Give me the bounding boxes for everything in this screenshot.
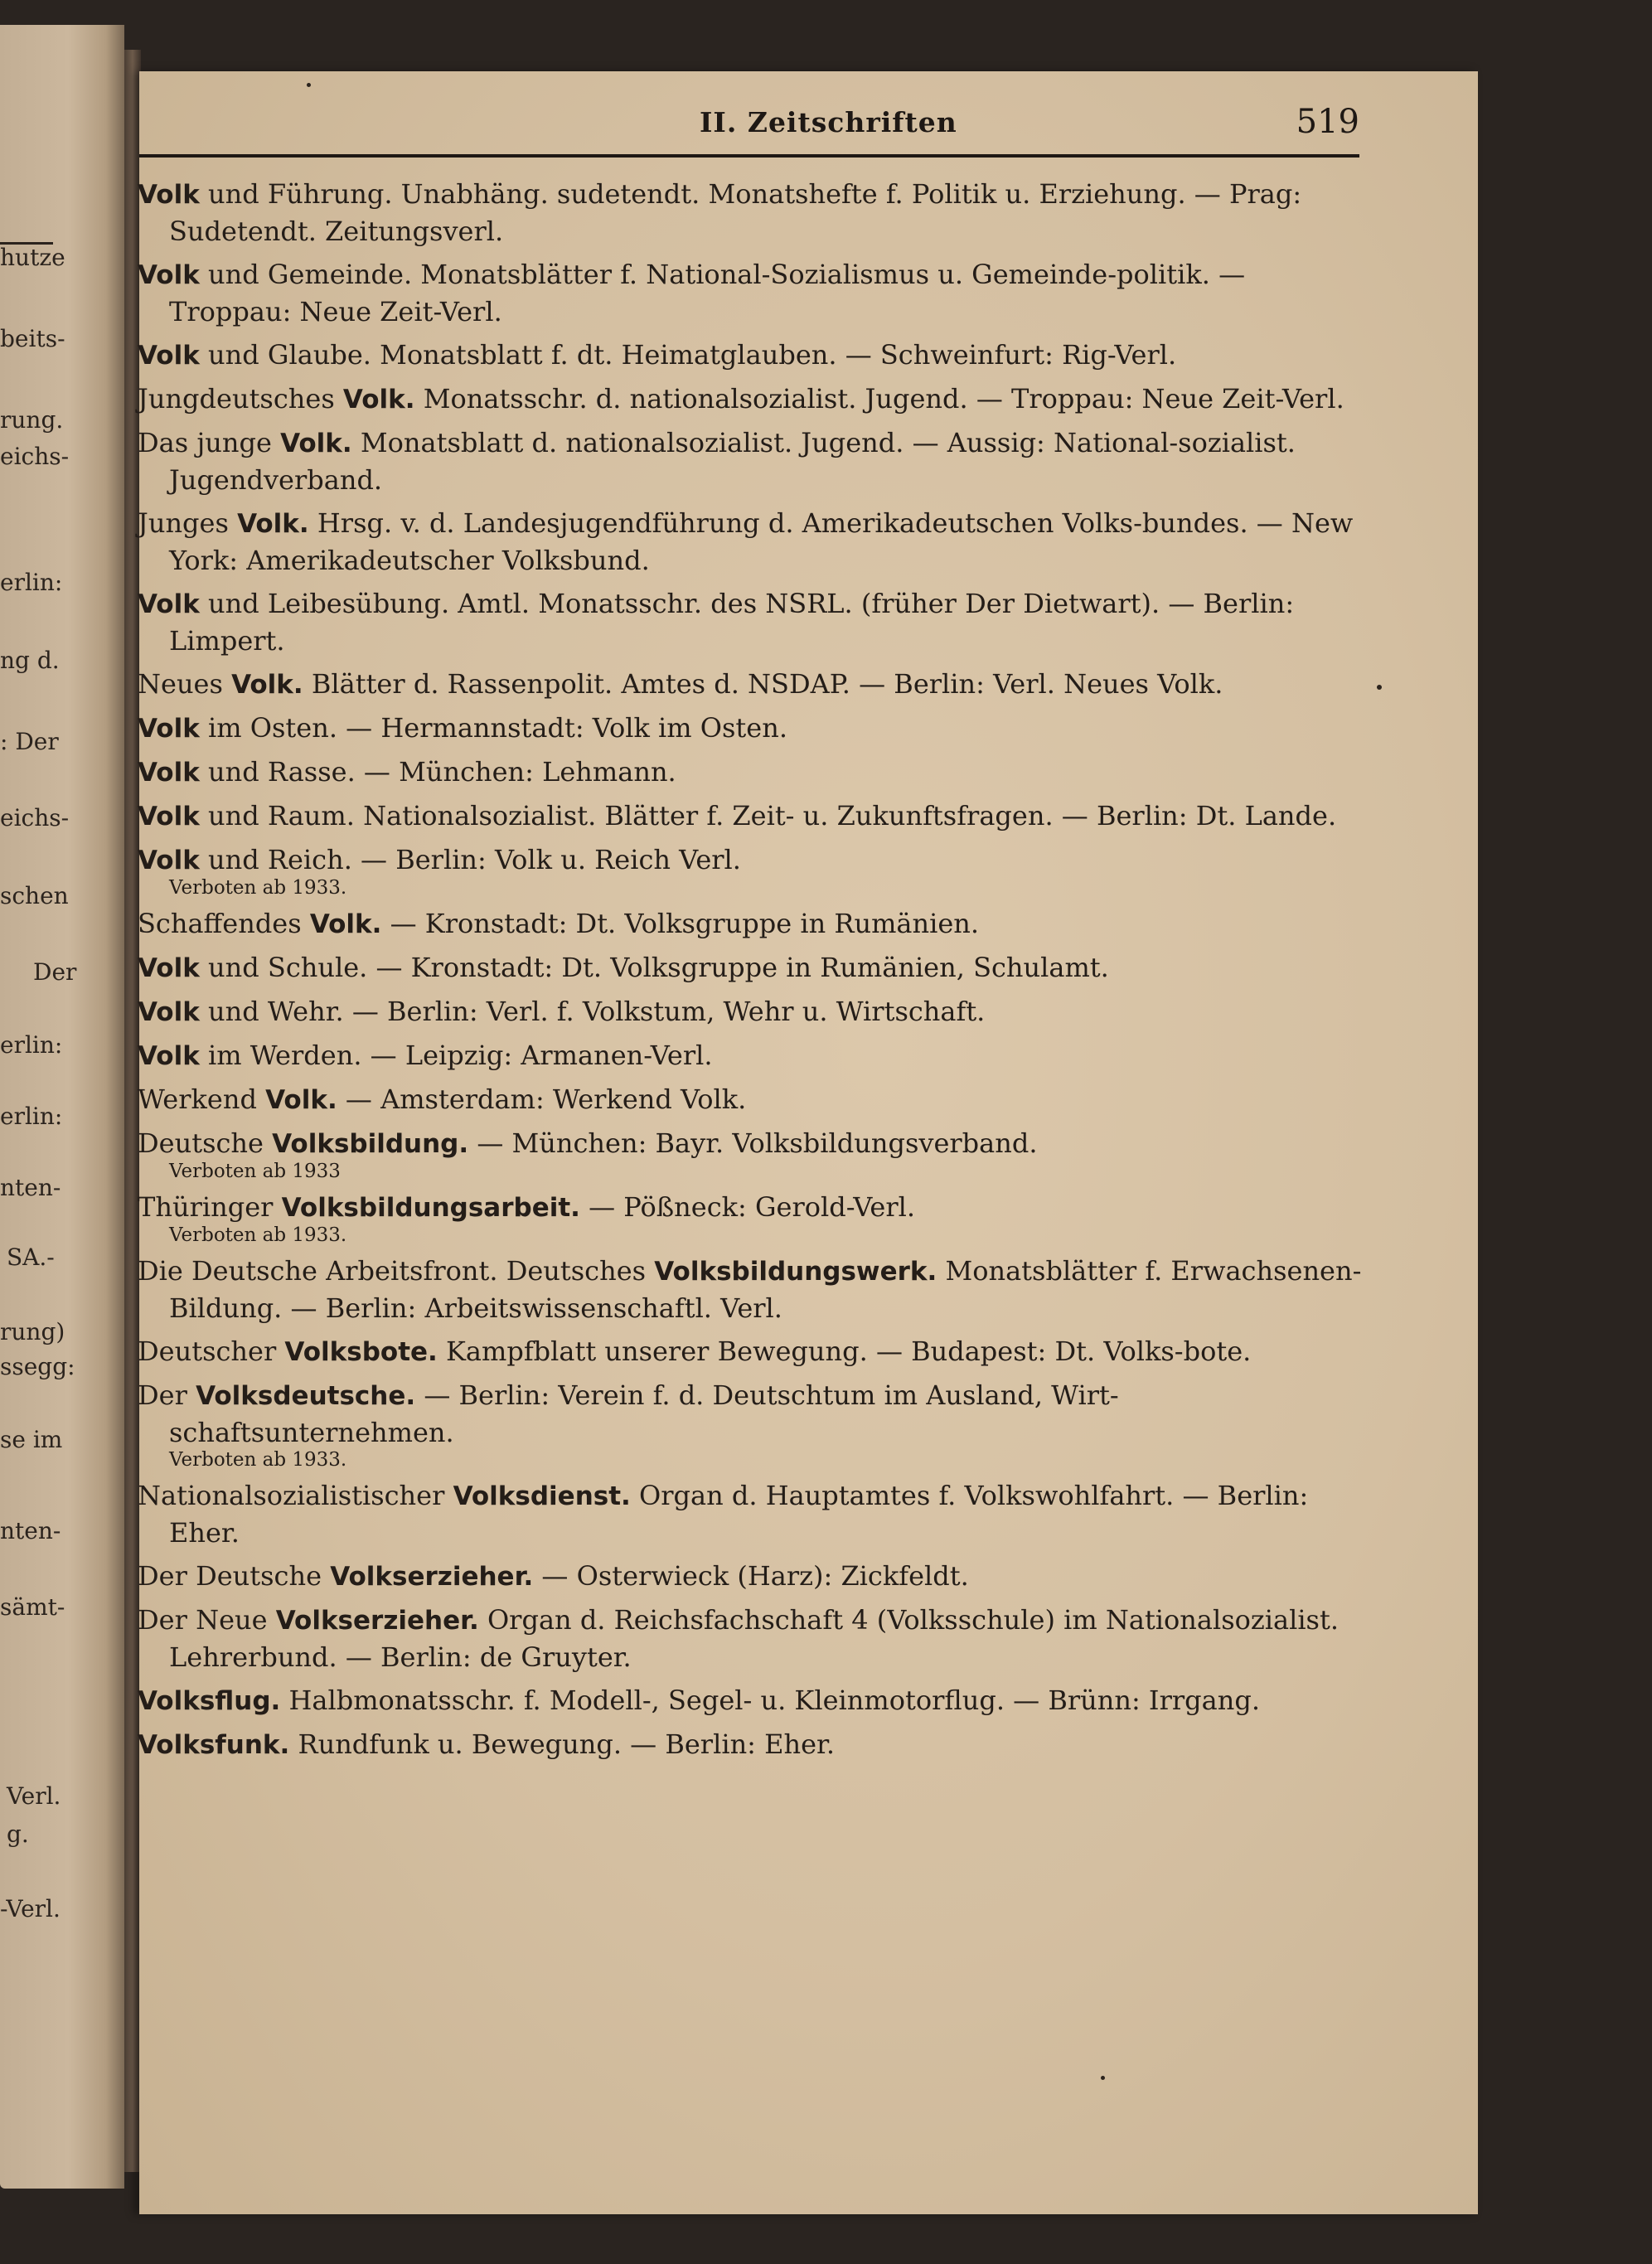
previous-page-fragment: Der <box>33 958 77 986</box>
entry-note: Verboten ab 1933. <box>169 1224 347 1246</box>
entry-keyword: Volk. <box>309 909 382 939</box>
entry-keyword: Volkserzieher. <box>330 1562 534 1592</box>
bibliography-entry <box>138 993 1364 1030</box>
entry-text: Organ d. Reichsfachschaft 4 (Volksschule) im Nationalsozialist. Lehrerbund. — Berlin: de Gruyter. <box>169 1604 1339 1673</box>
previous-page-fragment: schen <box>0 882 69 909</box>
entry-text: — Kronstadt: Dt. Volksgruppe in Rumänien. <box>381 908 980 939</box>
bibliography-entry <box>138 337 1364 374</box>
header-rule <box>139 154 1359 158</box>
entry-list <box>138 176 1364 1770</box>
entry-text: und Schule. — Kronstadt: Dt. Volksgruppe in Rumänien, Schulamt. <box>199 952 1109 983</box>
entry-prefix: Junges <box>138 507 238 539</box>
entry-keyword: Volk <box>138 589 200 619</box>
entry-prefix: Werkend <box>138 1084 266 1115</box>
bibliography-entry <box>138 1477 1364 1551</box>
entry-text: Kampfblatt unserer Bewegung. — Budapest: Dt. Volks-bote. <box>437 1336 1252 1367</box>
entry-text: — Osterwieck (Harz): Zickfeldt. <box>533 1560 969 1592</box>
bibliography-entry <box>138 176 1364 250</box>
entry-prefix: Der Neue <box>138 1604 276 1636</box>
previous-page-fragment: eichs- <box>0 443 70 470</box>
entry-keyword: Volksdienst. <box>453 1481 631 1511</box>
entry-prefix: Deutsche <box>138 1127 273 1159</box>
entry-text: und Leibesübung. Amtl. Monatsschr. des NSRL. (früher Der Dietwart). — Berlin: Limpert. <box>169 588 1295 657</box>
previous-page-fragment: nten- <box>0 1174 61 1201</box>
bibliography-entry <box>138 754 1364 791</box>
entry-text: im Osten. — Hermannstadt: Volk im Osten. <box>199 712 787 744</box>
previous-page-fragment: erlin: <box>0 1103 63 1130</box>
previous-page-fragment: Verl. <box>7 1782 61 1810</box>
entry-text: Monatsschr. d. nationalsozialist. Jugend. — Troppau: Neue Zeit-Verl. <box>414 383 1344 415</box>
entry-text: Rundfunk u. Bewegung. — Berlin: Eher. <box>289 1728 835 1760</box>
entry-text: Monatsblätter f. Erwachsenen-Bildung. — Berlin: Arbeitswissenschaftl. Verl. <box>169 1255 1362 1324</box>
entry-text: — Pößneck: Gerold-Verl. <box>579 1191 916 1223</box>
entry-prefix: Neues <box>138 668 232 700</box>
entry-keyword: Volk <box>138 260 200 290</box>
entry-text: im Werden. — Leipzig: Armanen-Verl. <box>199 1040 713 1071</box>
entry-text: Monatsblatt d. nationalsozialist. Jugend. — Aussig: National-sozialist. Jugendverband. <box>169 427 1296 496</box>
entry-keyword: Volk <box>138 1041 200 1071</box>
entry-keyword: Volksfunk. <box>138 1730 290 1760</box>
paper-speck <box>307 83 311 87</box>
entry-note: Verboten ab 1933. <box>169 877 347 899</box>
bibliography-entry <box>138 1189 1364 1226</box>
entry-keyword: Volksbote. <box>284 1337 438 1367</box>
bibliography-entry <box>138 905 1364 943</box>
bibliography-entry <box>138 381 1364 418</box>
entry-prefix: Nationalsozialistischer <box>138 1480 453 1511</box>
previous-page-fragment: erlin: <box>0 569 63 596</box>
previous-page-edge <box>0 25 124 2189</box>
bibliography-entry <box>138 797 1364 835</box>
bibliography-entry <box>138 505 1364 579</box>
previous-page-fragment: rung. <box>0 406 64 434</box>
entry-text: und Gemeinde. Monatsblätter f. National-Sozialismus u. Gemeinde-politik. — Troppau: Neue Zeit-Verl. <box>169 259 1246 327</box>
entry-keyword: Volk. <box>265 1085 337 1115</box>
entry-note: Verboten ab 1933. <box>169 1449 347 1471</box>
section-title: II. Zeitschriften <box>700 106 957 138</box>
previous-page-fragment: rung) <box>0 1318 65 1345</box>
entry-keyword: Volk <box>138 714 200 744</box>
page-number: 519 <box>1296 103 1359 141</box>
entry-keyword: Volk. <box>342 385 415 415</box>
entry-keyword: Volk. <box>280 429 352 458</box>
entry-prefix: Der Deutsche <box>138 1560 331 1592</box>
bibliography-entry <box>138 1377 1364 1451</box>
bibliography-entry <box>138 1037 1364 1074</box>
entry-note: Verboten ab 1933 <box>169 1161 341 1182</box>
bibliography-entry <box>138 585 1364 659</box>
entry-keyword: Volksbildungswerk. <box>654 1257 937 1287</box>
entry-prefix: Der <box>138 1379 196 1411</box>
entry-text: und Glaube. Monatsblatt f. dt. Heimatglauben. — Schweinfurt: Rig-Verl. <box>199 339 1177 371</box>
bibliography-entry <box>138 1253 1364 1326</box>
entry-text: — Amsterdam: Werkend Volk. <box>337 1084 747 1115</box>
bibliography-entry <box>138 1333 1364 1370</box>
entry-keyword: Volksdeutsche. <box>196 1381 416 1411</box>
previous-page-fragment: hutze <box>0 244 65 271</box>
entry-prefix: Deutscher <box>138 1336 285 1367</box>
previous-page-fragment: ng d. <box>0 647 60 674</box>
entry-prefix: Jungdeutsches <box>138 383 343 415</box>
paper-speck <box>1101 2076 1105 2080</box>
entry-keyword: Volk <box>138 341 200 371</box>
bibliography-entry <box>138 1125 1364 1162</box>
entry-text: Hrsg. v. d. Landesjugendführung d. Amerikadeutschen Volks-bundes. — New York: Amerikadeutscher Volksbund. <box>169 507 1354 576</box>
entry-prefix: Das junge <box>138 427 281 458</box>
entry-keyword: Volk <box>138 802 200 831</box>
entry-keyword: Volk. <box>231 670 303 700</box>
previous-page-fragment: eichs- <box>0 804 70 831</box>
entry-text: Organ d. Hauptamtes f. Volkswohlfahrt. — Berlin: Eher. <box>169 1480 1309 1549</box>
bibliography-entry <box>138 841 1364 879</box>
previous-page-fragment: : Der <box>0 728 59 755</box>
entry-text: und Raum. Nationalsozialist. Blätter f. Zeit- u. Zukunftsfragen. — Berlin: Dt. Lande. <box>199 800 1337 831</box>
entry-text: und Führung. Unabhäng. sudetendt. Monatshefte f. Politik u. Erziehung. — Prag: Sudetendt. Zeitungsverl. <box>169 178 1302 247</box>
entry-prefix: Schaffendes <box>138 908 310 939</box>
entry-text: und Wehr. — Berlin: Verl. f. Volkstum, Wehr u. Wirtschaft. <box>199 996 986 1027</box>
entry-keyword: Volk <box>138 997 200 1027</box>
bibliography-entry <box>138 710 1364 747</box>
entry-keyword: Volk <box>138 758 200 788</box>
previous-page-fragment: sämt- <box>0 1593 65 1621</box>
bibliography-entry <box>138 949 1364 987</box>
entry-text: und Rasse. — München: Lehmann. <box>199 756 676 788</box>
previous-page-fragment: SA.- <box>7 1244 55 1271</box>
bibliography-entry <box>138 1682 1364 1719</box>
entry-prefix: Thüringer <box>138 1191 282 1223</box>
previous-page-fragment: -Verl. <box>0 1895 61 1922</box>
bibliography-entry <box>138 1558 1364 1595</box>
entry-keyword: Volksbildung. <box>272 1129 469 1159</box>
previous-page-fragment: erlin: <box>0 1031 63 1059</box>
bibliography-entry <box>138 1081 1364 1118</box>
bibliography-entry <box>138 424 1364 498</box>
bibliography-entry <box>138 1726 1364 1763</box>
entry-text: — München: Bayr. Volksbildungsverband. <box>468 1127 1038 1159</box>
running-header <box>139 103 1359 148</box>
entry-text: — Berlin: Verein f. d. Deutschtum im Ausland, Wirt-schaftsunternehmen. <box>169 1379 1119 1448</box>
entry-keyword: Volkserzieher. <box>275 1606 479 1636</box>
bibliography-entry <box>138 256 1364 330</box>
paper-speck <box>1377 685 1382 690</box>
entry-keyword: Volk <box>138 180 200 210</box>
previous-page-fragment: g. <box>7 1820 29 1848</box>
previous-page-fragment: beits- <box>0 325 65 352</box>
entry-keyword: Volk. <box>237 509 309 539</box>
entry-text: Halbmonatsschr. f. Modell-, Segel- u. Kleinmotorflug. — Brünn: Irrgang. <box>280 1685 1260 1716</box>
entry-text: und Reich. — Berlin: Volk u. Reich Verl. <box>199 844 741 875</box>
previous-page-fragment: nten- <box>0 1517 61 1544</box>
entry-keyword: Volk <box>138 846 200 875</box>
previous-page-fragment: ssegg: <box>0 1353 75 1380</box>
bibliography-entry <box>138 1602 1364 1675</box>
entry-keyword: Volk <box>138 953 200 983</box>
previous-page-fragment: se im <box>0 1426 63 1453</box>
entry-text: Blätter d. Rassenpolit. Amtes d. NSDAP. — Berlin: Verl. Neues Volk. <box>303 668 1223 700</box>
entry-keyword: Volksflug. <box>138 1686 281 1716</box>
entry-prefix: Die Deutsche Arbeitsfront. Deutsches <box>138 1255 655 1287</box>
entry-keyword: Volksbildungsarbeit. <box>281 1193 580 1223</box>
bibliography-entry <box>138 666 1364 703</box>
